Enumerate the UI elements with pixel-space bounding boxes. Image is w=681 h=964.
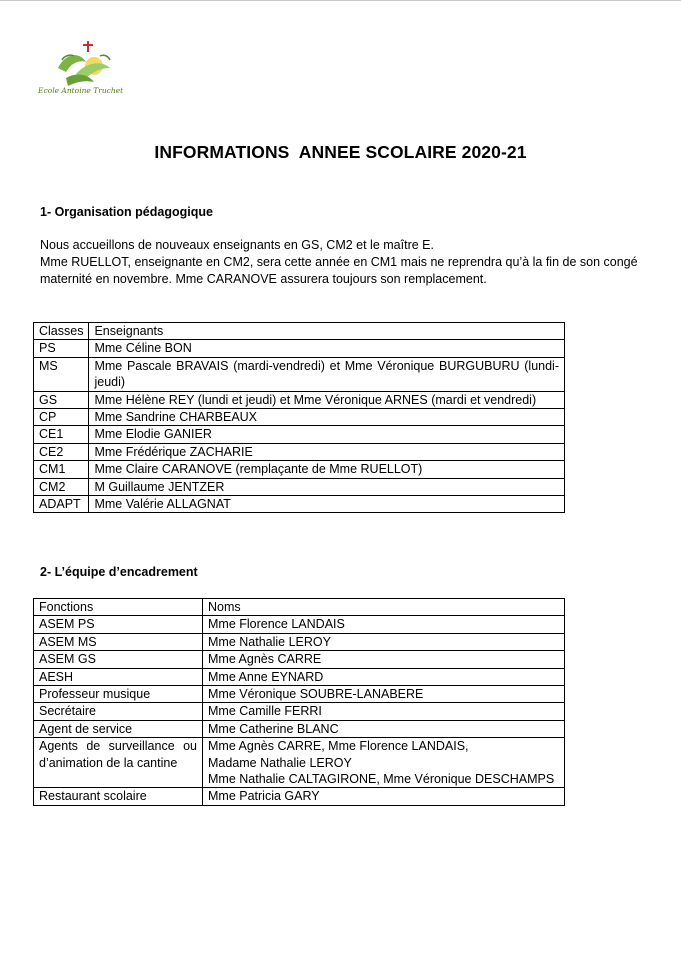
table-header-row [34, 323, 565, 340]
table-row [34, 738, 565, 788]
table-cell-label: Secrétaire [34, 703, 203, 720]
page-title: INFORMATIONS ANNEE SCOLAIRE 2020-21 [154, 142, 527, 162]
table-row [34, 426, 565, 443]
table-header-cell: Fonctions [34, 599, 203, 616]
staff-table [33, 598, 565, 806]
table-row [34, 686, 565, 703]
table-cell-label: PS [34, 340, 89, 357]
table-cell-label: CE2 [34, 443, 89, 460]
table-cell-value: Mme Anne EYNARD [203, 668, 565, 685]
table-header-cell: Enseignants [89, 323, 565, 340]
table-cell-label: Restaurant scolaire [34, 788, 203, 805]
section1-paragraph [40, 237, 650, 288]
table-cell-value: Mme Agnès CARRE [203, 651, 565, 668]
table-cell-value: Mme Véronique SOUBRE-LANABERE [203, 686, 565, 703]
paragraph-line: Nous accueillons de nouveaux enseignants en GS, CM2 et le maître E. [40, 238, 434, 252]
teachers-table [33, 322, 565, 513]
table-header-row [34, 599, 565, 616]
table-cell-label: ASEM PS [34, 616, 203, 633]
table-row [34, 409, 565, 426]
table-cell-value: Mme Agnès CARRE, Mme Florence LANDAIS, Madame Nathalie LEROY Mme Nathalie CALTAGIRONE, Mme Véronique DESCHAMPS [203, 738, 565, 788]
paragraph-line: maternité en novembre. Mme CARANOVE assurera toujours son remplacement. [40, 272, 487, 286]
table-cell-label: ASEM MS [34, 633, 203, 650]
table-cell-value: Mme Céline BON [89, 340, 565, 357]
table-row [34, 633, 565, 650]
table-cell-label: CP [34, 409, 89, 426]
table-row [34, 391, 565, 408]
table-cell-label: ADAPT [34, 496, 89, 513]
table-row [34, 703, 565, 720]
table-header-cell: Noms [203, 599, 565, 616]
table-cell-value: Mme Camille FERRI [203, 703, 565, 720]
table-cell-value: Mme Frédérique ZACHARIE [89, 443, 565, 460]
logo-emblem-icon [36, 38, 128, 90]
section2-heading: 2- L’équipe d’encadrement [40, 565, 198, 579]
table-row [34, 478, 565, 495]
table-cell-label: CM1 [34, 461, 89, 478]
page-top-border [0, 0, 681, 1]
table-cell-value: Mme Pascale BRAVAIS (mardi-vendredi) et Mme Véronique BURGUBURU (lundi-jeudi) [89, 357, 565, 391]
table-row [34, 340, 565, 357]
table-cell-value: Mme Hélène REY (lundi et jeudi) et Mme Véronique ARNES (mardi et vendredi) [89, 391, 565, 408]
table-cell-value: Mme Catherine BLANC [203, 720, 565, 737]
table-row [34, 788, 565, 805]
table-cell-label: CM2 [34, 478, 89, 495]
table-cell-label: Agent de service [34, 720, 203, 737]
logo-caption: Ecole Antoine Truchet [38, 86, 124, 95]
table-cell-value: M Guillaume JENTZER [89, 478, 565, 495]
table-cell-label: ASEM GS [34, 651, 203, 668]
table-row [34, 616, 565, 633]
table-row [34, 496, 565, 513]
table-row [34, 443, 565, 460]
table-cell-value: Mme Nathalie LEROY [203, 633, 565, 650]
section1-heading: 1- Organisation pédagogique [40, 205, 213, 219]
table-row [34, 720, 565, 737]
table-cell-label: Professeur musique [34, 686, 203, 703]
table-cell-label: Agents de surveillance ou d’animation de la cantine [34, 738, 203, 788]
table-cell-value: Mme Elodie GANIER [89, 426, 565, 443]
table-header-cell: Classes [34, 323, 89, 340]
table-cell-label: AESH [34, 668, 203, 685]
table-cell-value: Mme Florence LANDAIS [203, 616, 565, 633]
table-row [34, 357, 565, 391]
table-cell-value: Mme Claire CARANOVE (remplaçante de Mme RUELLOT) [89, 461, 565, 478]
table-row [34, 461, 565, 478]
table-cell-label: MS [34, 357, 89, 391]
table-cell-value: Mme Sandrine CHARBEAUX [89, 409, 565, 426]
table-cell-label: CE1 [34, 426, 89, 443]
table-row [34, 651, 565, 668]
table-cell-label: GS [34, 391, 89, 408]
paragraph-line: Mme RUELLOT, enseignante en CM2, sera cette année en CM1 mais ne reprendra qu’à la fin de son congé [40, 255, 638, 269]
table-row [34, 668, 565, 685]
table-cell-value: Mme Valérie ALLAGNAT [89, 496, 565, 513]
table-cell-value: Mme Patricia GARY [203, 788, 565, 805]
